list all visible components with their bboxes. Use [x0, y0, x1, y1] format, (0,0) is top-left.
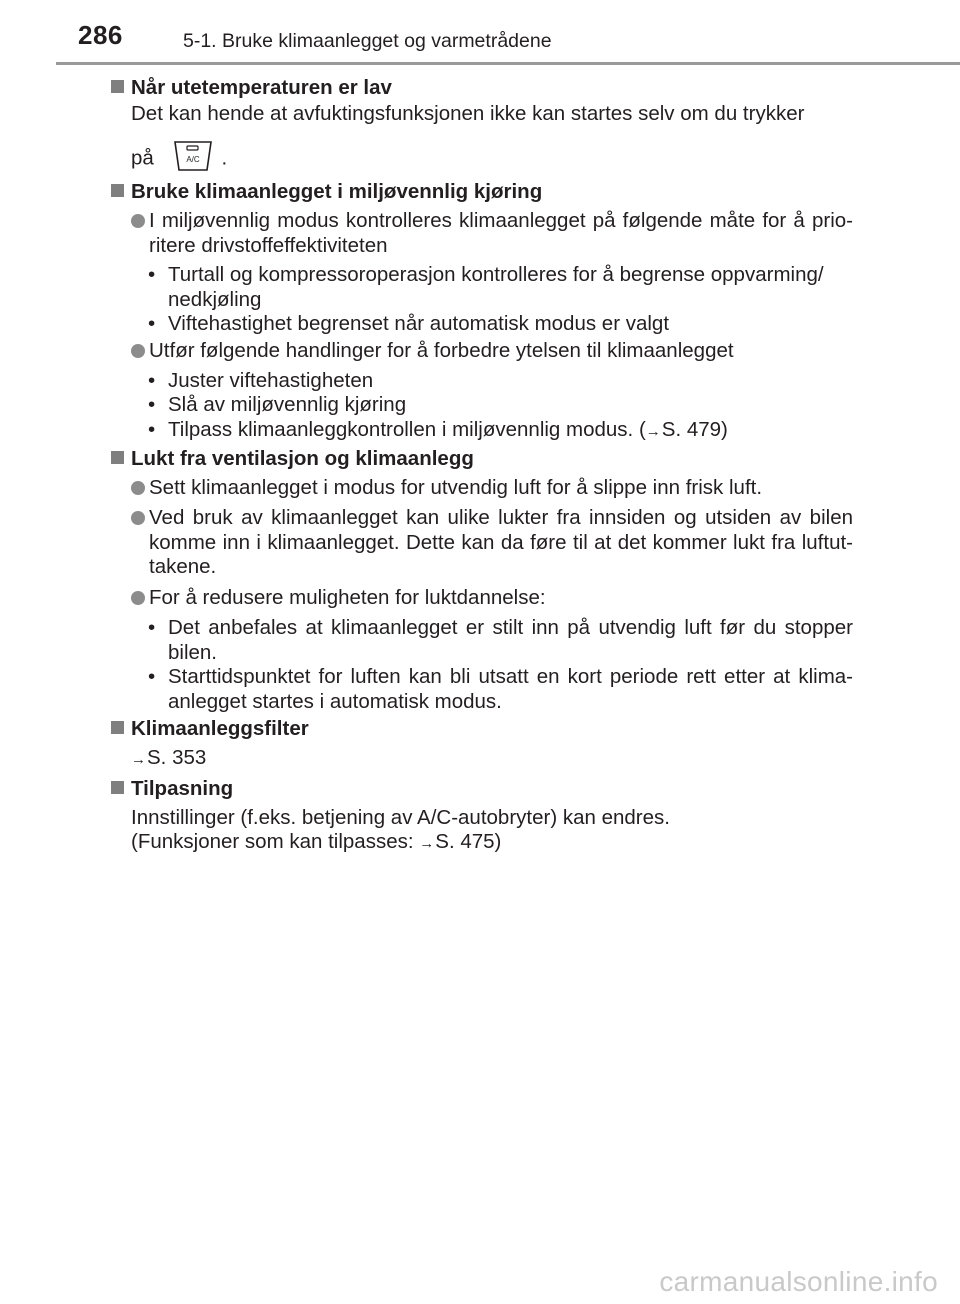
custom-text-line1: Innstillinger (f.eks. betjening av A/C-autobryter) kan endres.	[131, 806, 670, 829]
page-reference-link[interactable]: S. 353	[147, 746, 207, 769]
section-heading-filter: Klimaanleggsfilter	[111, 717, 309, 742]
list-item: Ved bruk av klimaanlegget kan ulike lukter fra innsiden og utsiden av bilen komme inn i klimaanlegget. Dette kan da føre til at det kommer lukt fra luftut-takene.	[131, 506, 853, 580]
gray-circle-bullet-icon	[131, 344, 145, 358]
page-header	[0, 0, 960, 66]
sub-list-item: • Tilpass klimaanleggkontrollen i miljøvennlig modus. (→S. 479)	[148, 418, 728, 441]
right-arrow-icon: →	[419, 835, 435, 852]
ac-button-icon	[170, 140, 216, 179]
gray-square-icon	[111, 80, 124, 93]
right-arrow-icon: →	[131, 751, 146, 768]
gray-circle-bullet-icon	[131, 481, 145, 495]
header-divider	[56, 62, 960, 65]
custom-text-line2: (Funksjoner som kan tilpasses: →S. 475)	[131, 830, 502, 853]
page-reference-link[interactable]: S. 479)	[661, 418, 728, 441]
section-heading-eco: Bruke klimaanlegget i miljøvennlig kjøring	[111, 180, 542, 205]
sub-list-item: • Juster viftehastigheten	[148, 369, 374, 392]
section-heading-low-temp: Når utetemperaturen er lav	[111, 76, 392, 101]
list-item: Utfør følgende handlinger for å forbedre ytelsen til klimaanlegget	[131, 339, 853, 364]
list-item: I miljøvennlig modus kontrolleres klimaanlegget på følgende måte for å prio-ritere drivstoffeffektiviteten	[131, 209, 853, 258]
page-number: 286	[78, 20, 123, 50]
svg-text:A/C: A/C	[185, 155, 200, 164]
gray-square-icon	[111, 721, 124, 734]
gray-square-icon	[111, 451, 124, 464]
section-heading-custom: Tilpasning	[111, 777, 233, 802]
low-temp-text-line1: Det kan hende at avfuktingsfunksjonen ikke kan startes selv om du trykker	[131, 102, 805, 125]
list-item: Sett klimaanlegget i modus for utvendig luft for å slippe inn frisk luft.	[131, 476, 853, 501]
right-arrow-icon: →	[645, 423, 661, 440]
filter-reference	[131, 746, 853, 773]
sub-list-item: • Viftehastighet begrenset når automatisk modus er valgt	[148, 312, 670, 335]
section-heading-odor: Lukt fra ventilasjon og klimaanlegg	[111, 447, 474, 472]
gray-circle-bullet-icon	[131, 511, 145, 525]
gray-circle-bullet-icon	[131, 214, 145, 228]
gray-square-icon	[111, 184, 124, 197]
list-item: For å redusere muligheten for luktdannelse:	[131, 586, 853, 611]
sub-list-item: • Slå av miljøvennlig kjøring	[148, 393, 407, 416]
sub-list-item: • Starttidspunktet for luften kan bli utsatt en kort periode rett etter at klima-anlegget startes i automatisk modus.	[148, 665, 853, 713]
low-temp-text-line2: på A/C .	[131, 140, 853, 179]
page-reference-link[interactable]: S. 475)	[435, 830, 502, 853]
sub-list-item: • Det anbefales at klimaanlegget er stilt inn på utvendig luft før du stopper bilen.	[148, 616, 853, 664]
gray-circle-bullet-icon	[131, 591, 145, 605]
sub-list-item: • Turtall og kompressoroperasjon kontrolleres for å begrense oppvarming/ nedkjøling	[148, 263, 824, 311]
watermark: carmanualsonline.info	[659, 1266, 938, 1297]
gray-square-icon	[111, 781, 124, 794]
chapter-title: 5-1. Bruke klimaanlegget og varmetrådene	[183, 30, 552, 52]
